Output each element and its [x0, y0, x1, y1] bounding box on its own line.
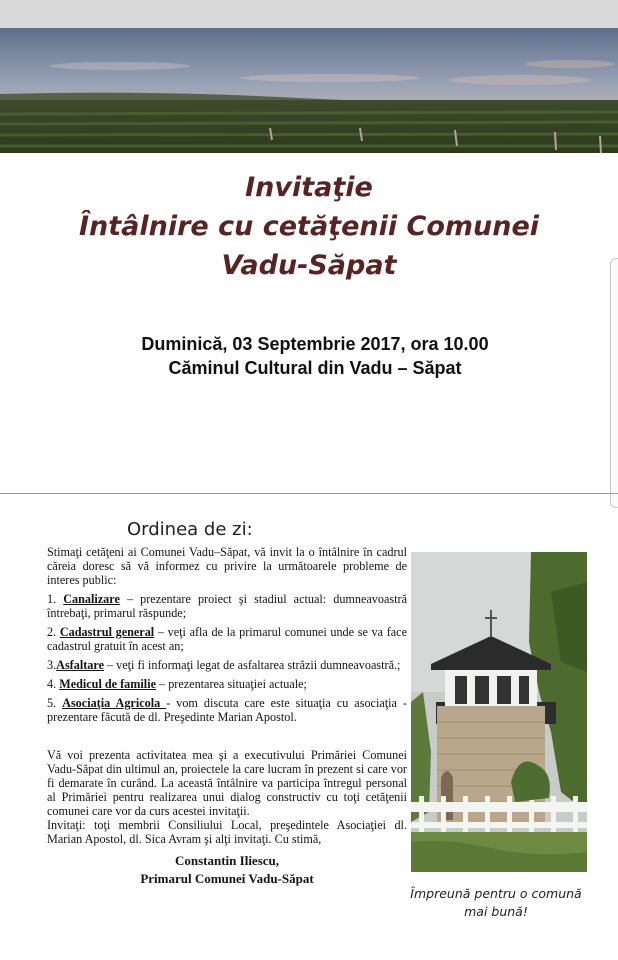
guests-paragraph: Invitaţi: toţi membrii Consiliului Local, preşedintele Asociaţiei dl. Marian Apostol, dl. Sica Avram şi alţi invitaţi. Cu stimă, [47, 818, 407, 846]
agenda-intro: Stimaţi cetăţeni ai Comunei Vadu–Săpat, vă invit la o întâlnire în cadrul căreia doresc să vă informez cu privire la următoarele probleme de interes public: [47, 545, 407, 587]
agenda-heading: Ordinea de zi: [127, 519, 253, 540]
vineyard-banner-image [0, 28, 618, 153]
agenda-item-label: Canalizare [63, 592, 120, 606]
agenda-body [47, 545, 407, 846]
agenda-item-label: Asfaltare [56, 658, 104, 672]
top-bar [0, 0, 618, 28]
agenda-item-3: 3.Asfaltare – veţi fi informaţi legat de asfaltarea străzii dumneavoastră.; [47, 658, 401, 672]
event-venue: Căminul Cultural din Vadu – Săpat [168, 358, 462, 378]
title-line-1: Invitaţie [245, 172, 373, 203]
invitation-title [0, 168, 618, 285]
agenda-item-label: Medicul de familie [59, 677, 156, 691]
signature-role: Primarul Comunei Vadu-Săpat [140, 871, 314, 886]
slogan [396, 885, 596, 921]
signature [47, 852, 407, 888]
page-divider [0, 493, 618, 494]
event-details [0, 332, 618, 380]
agenda-item-label: Asociaţia Agricola [62, 696, 167, 710]
title-line-3: Vadu-Săpat [221, 250, 397, 281]
agenda-item-4: 4. Medicul de familie – prezentarea situaţiei actuale; [47, 677, 307, 691]
chapel-photo [411, 552, 587, 872]
agenda-item-5: 5. Asociaţia Agricola - vom discuta care este situaţia cu asociaţia - prezentare făcută de dl. Preşedinte Marian Apostol. [47, 696, 407, 724]
agenda-item-2: 2. Cadastrul general – veţi afla de la primarul comunei unde se va face cadastrul gratuit în acest an; [47, 625, 407, 653]
slogan-line-2: mai bună! [464, 904, 528, 919]
event-date: Duminică, 03 Septembrie 2017, ora 10.00 [141, 334, 489, 354]
page-scrollbar[interactable] [610, 258, 618, 508]
title-line-2: Întâlnire cu cetăţenii Comunei [78, 211, 540, 242]
agenda-item-label: Cadastrul general [59, 625, 155, 639]
agenda-item-1: 1. Canalizare – prezentare proiect şi stadiul actual: dumneavoastră întrebaţi, primarul răspunde; [47, 592, 408, 620]
signature-name: Constantin Iliescu, [174, 853, 280, 868]
slogan-line-1: Împreună pentru o comună [410, 886, 582, 901]
activity-paragraph: Vă voi prezenta activitatea mea şi a executivului Primăriei Comunei Vadu-Săpat din ultimul an, proiectele la care lucram în prezent si care vor fi demarate în curând. La această întâlnire va participa întregul personal al Primăriei pentru realizarea unui dialog constructiv cu toţi cetăţenii comunei care vor da curs acestei invitaţii. [47, 748, 407, 818]
